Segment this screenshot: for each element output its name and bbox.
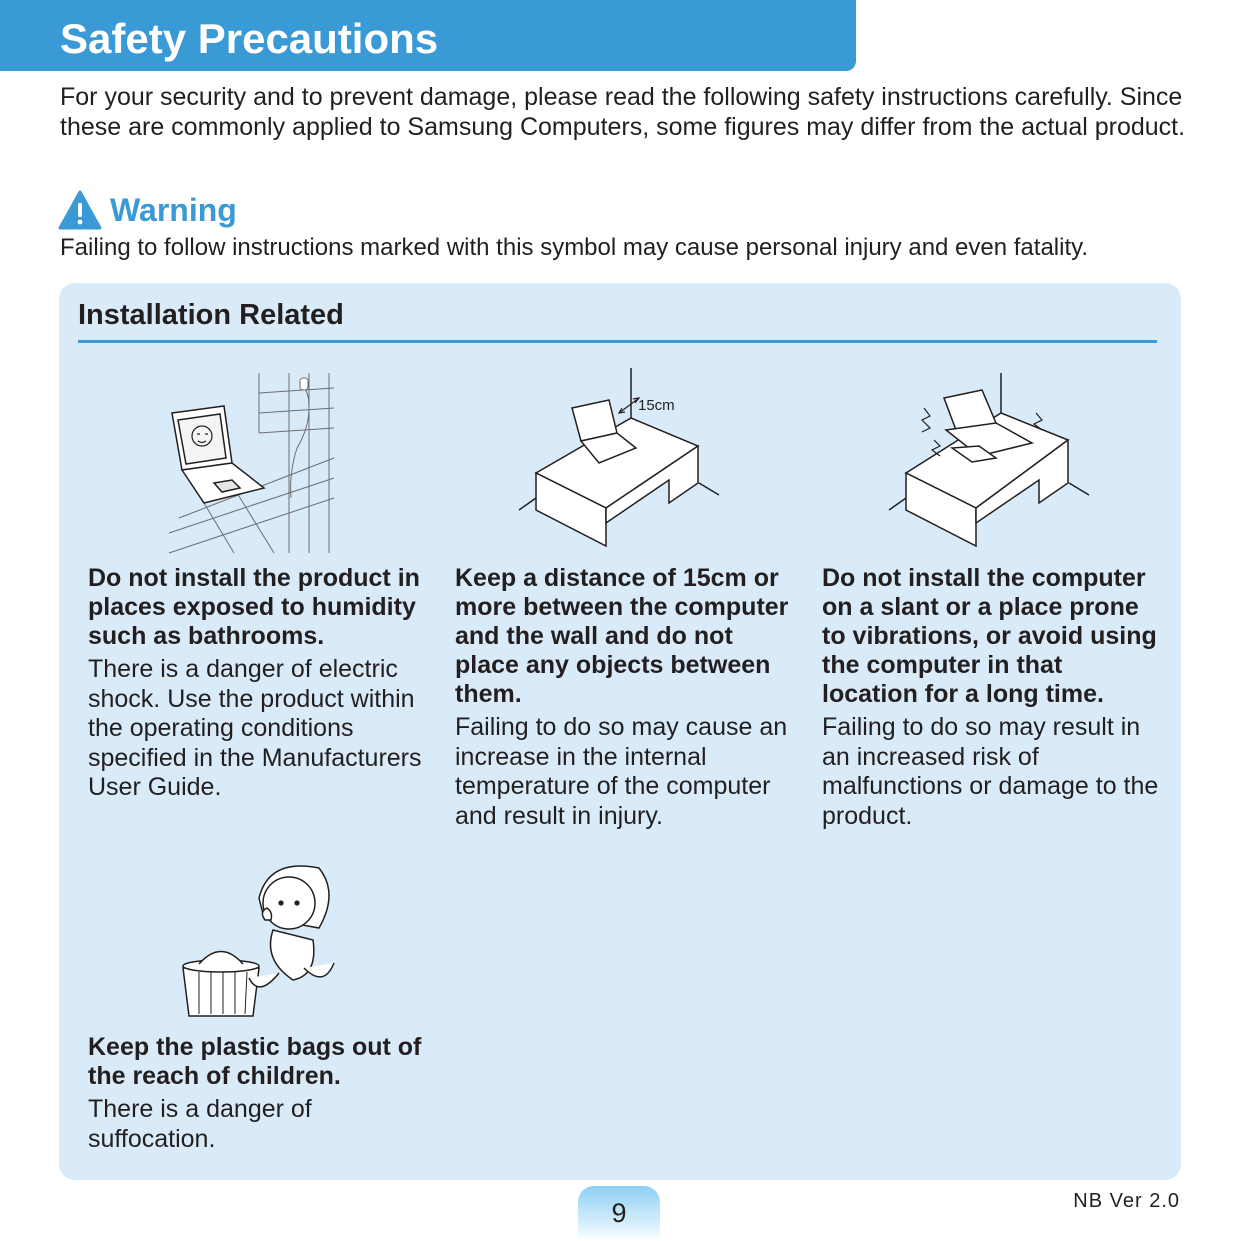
precaution-wall-distance <box>455 564 795 831</box>
precaution-body: Failing to do so may cause an increase in the internal temperature of the computer and result in injury. <box>455 713 788 830</box>
vibration-laptop-illustration <box>884 368 1099 548</box>
child-plastic-bag-illustration <box>179 858 354 1018</box>
precaution-plastic-bags <box>88 1033 428 1154</box>
precaution-body: Failing to do so may result in an increased risk of malfunctions or damage to the product. <box>822 713 1159 830</box>
page-title: Safety Precautions <box>60 15 439 62</box>
wall-distance-illustration <box>514 368 729 548</box>
warning-title: Warning <box>110 192 237 228</box>
title-bar <box>0 0 856 71</box>
bathroom-laptop-illustration <box>164 368 354 558</box>
intro-text: For your security and to prevent damage, please read the following safety instructions carefully. Since these are commonly applied to Samsung Computers, some figures may differ from the actual product. <box>60 83 1186 141</box>
distance-label: 15cm <box>638 397 675 414</box>
precaution-humidity <box>88 564 428 803</box>
precaution-heading: Do not install the product in places exposed to humidity such as bathrooms. <box>88 564 420 650</box>
page-number-tab <box>578 1186 660 1241</box>
installation-panel <box>59 283 1181 1180</box>
page-number: 9 <box>611 1198 627 1228</box>
precaution-heading: Keep the plastic bags out of the reach of children. <box>88 1033 422 1090</box>
version-label: NB Ver 2.0 <box>1073 1190 1180 1212</box>
section-title: Installation Related <box>78 299 344 331</box>
section-divider <box>78 340 1157 343</box>
precaution-body: There is a danger of suffocation. <box>88 1095 312 1153</box>
warning-text: Failing to follow instructions marked with this symbol may cause personal injury and even fatality. <box>60 234 1089 261</box>
precaution-vibration <box>822 564 1162 831</box>
precaution-heading: Do not install the computer on a slant or a place prone to vibrations, or avoid using the computer in that location for a long time. <box>822 564 1157 708</box>
warning-triangle-icon <box>58 190 102 230</box>
precaution-body: There is a danger of electric shock. Use the product within the operating conditions specified in the Manufacturers User Guide. <box>88 655 422 801</box>
precaution-heading: Keep a distance of 15cm or more between the computer and the wall and do not place any objects between them. <box>455 564 789 708</box>
